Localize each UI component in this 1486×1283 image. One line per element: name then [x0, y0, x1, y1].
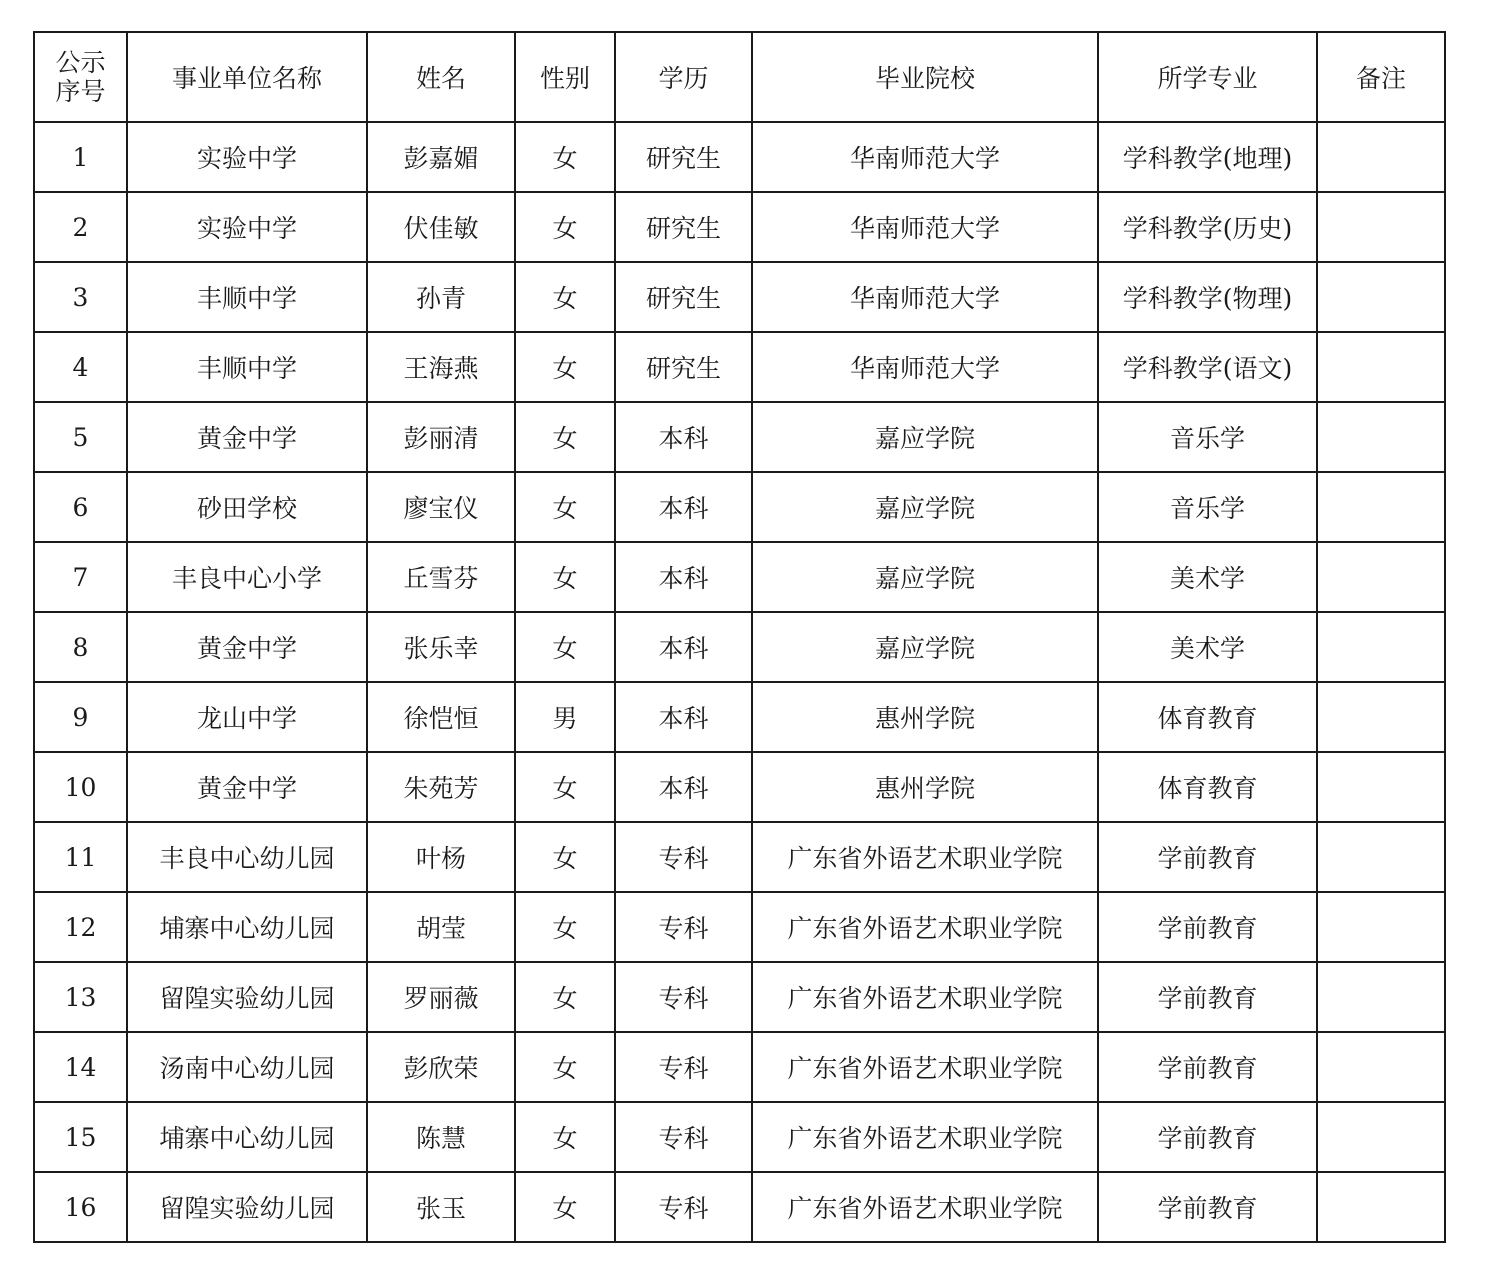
cell-name: 彭欣荣: [367, 1032, 515, 1102]
cell-school: 嘉应学院: [752, 402, 1098, 472]
cell-index: 3: [34, 262, 127, 332]
header-gender: 性别: [515, 32, 615, 122]
cell-gender: 女: [515, 892, 615, 962]
cell-name: 廖宝仪: [367, 472, 515, 542]
cell-remark: [1317, 612, 1445, 682]
cell-gender: 女: [515, 612, 615, 682]
cell-index: 9: [34, 682, 127, 752]
cell-education: 研究生: [615, 192, 752, 262]
cell-remark: [1317, 822, 1445, 892]
cell-name: 伏佳敏: [367, 192, 515, 262]
header-index-line2: 序号: [55, 77, 106, 106]
cell-education: 研究生: [615, 262, 752, 332]
table-row: [34, 1032, 1445, 1102]
table-row: [34, 822, 1445, 892]
cell-index: 8: [34, 612, 127, 682]
header-index-line1: 公示: [55, 48, 106, 77]
cell-major: 美术学: [1098, 542, 1317, 612]
cell-gender: 女: [515, 192, 615, 262]
header-education: 学历: [615, 32, 752, 122]
cell-index: 7: [34, 542, 127, 612]
cell-school: 惠州学院: [752, 752, 1098, 822]
cell-school: 广东省外语艺术职业学院: [752, 1102, 1098, 1172]
cell-name: 朱苑芳: [367, 752, 515, 822]
cell-unit: 黄金中学: [127, 752, 367, 822]
cell-index: 13: [34, 962, 127, 1032]
cell-unit: 实验中学: [127, 192, 367, 262]
cell-education: 本科: [615, 472, 752, 542]
cell-remark: [1317, 332, 1445, 402]
cell-index: 14: [34, 1032, 127, 1102]
cell-unit: 实验中学: [127, 122, 367, 192]
cell-school: 广东省外语艺术职业学院: [752, 962, 1098, 1032]
cell-gender: 女: [515, 822, 615, 892]
table-row: [34, 472, 1445, 542]
table-row: [34, 962, 1445, 1032]
cell-name: 彭嘉媚: [367, 122, 515, 192]
cell-school: 华南师范大学: [752, 192, 1098, 262]
cell-index: 6: [34, 472, 127, 542]
cell-gender: 男: [515, 682, 615, 752]
cell-index: 16: [34, 1172, 127, 1242]
cell-name: 张玉: [367, 1172, 515, 1242]
header-index: [34, 32, 127, 122]
table-row: [34, 612, 1445, 682]
cell-education: 本科: [615, 542, 752, 612]
header-major: 所学专业: [1098, 32, 1317, 122]
table-row: [34, 122, 1445, 192]
cell-gender: 女: [515, 1172, 615, 1242]
cell-remark: [1317, 1032, 1445, 1102]
cell-name: 罗丽薇: [367, 962, 515, 1032]
cell-index: 12: [34, 892, 127, 962]
cell-remark: [1317, 402, 1445, 472]
cell-remark: [1317, 262, 1445, 332]
cell-school: 广东省外语艺术职业学院: [752, 1032, 1098, 1102]
header-school: 毕业院校: [752, 32, 1098, 122]
cell-remark: [1317, 122, 1445, 192]
cell-gender: 女: [515, 332, 615, 402]
cell-index: 15: [34, 1102, 127, 1172]
cell-school: 广东省外语艺术职业学院: [752, 1172, 1098, 1242]
cell-school: 嘉应学院: [752, 612, 1098, 682]
cell-gender: 女: [515, 1102, 615, 1172]
table-body: [34, 122, 1445, 1242]
cell-major: 学前教育: [1098, 822, 1317, 892]
cell-unit: 汤南中心幼儿园: [127, 1032, 367, 1102]
cell-index: 1: [34, 122, 127, 192]
cell-index: 5: [34, 402, 127, 472]
cell-major: 音乐学: [1098, 472, 1317, 542]
cell-name: 孙青: [367, 262, 515, 332]
cell-major: 学科教学(历史): [1098, 192, 1317, 262]
cell-school: 嘉应学院: [752, 472, 1098, 542]
cell-major: 体育教育: [1098, 752, 1317, 822]
cell-unit: 留隍实验幼儿园: [127, 962, 367, 1032]
header-unit: 事业单位名称: [127, 32, 367, 122]
header-name: 姓名: [367, 32, 515, 122]
cell-school: 惠州学院: [752, 682, 1098, 752]
cell-education: 专科: [615, 1032, 752, 1102]
cell-gender: 女: [515, 962, 615, 1032]
cell-unit: 留隍实验幼儿园: [127, 1172, 367, 1242]
cell-education: 本科: [615, 402, 752, 472]
cell-name: 王海燕: [367, 332, 515, 402]
cell-education: 本科: [615, 612, 752, 682]
cell-school: 华南师范大学: [752, 332, 1098, 402]
cell-school: 华南师范大学: [752, 262, 1098, 332]
cell-major: 学科教学(语文): [1098, 332, 1317, 402]
cell-index: 11: [34, 822, 127, 892]
cell-name: 徐恺恒: [367, 682, 515, 752]
cell-major: 体育教育: [1098, 682, 1317, 752]
cell-name: 胡莹: [367, 892, 515, 962]
cell-gender: 女: [515, 402, 615, 472]
cell-remark: [1317, 1102, 1445, 1172]
cell-major: 学前教育: [1098, 1102, 1317, 1172]
cell-name: 丘雪芬: [367, 542, 515, 612]
cell-gender: 女: [515, 122, 615, 192]
cell-index: 4: [34, 332, 127, 402]
cell-school: 广东省外语艺术职业学院: [752, 822, 1098, 892]
cell-remark: [1317, 682, 1445, 752]
cell-education: 研究生: [615, 332, 752, 402]
table-row: [34, 402, 1445, 472]
table-row: [34, 542, 1445, 612]
cell-education: 专科: [615, 962, 752, 1032]
table-row: [34, 752, 1445, 822]
cell-unit: 黄金中学: [127, 612, 367, 682]
cell-unit: 丰良中心幼儿园: [127, 822, 367, 892]
cell-unit: 黄金中学: [127, 402, 367, 472]
cell-unit: 丰顺中学: [127, 262, 367, 332]
header-remark: 备注: [1317, 32, 1445, 122]
cell-remark: [1317, 542, 1445, 612]
cell-name: 彭丽清: [367, 402, 515, 472]
cell-remark: [1317, 1172, 1445, 1242]
cell-name: 陈慧: [367, 1102, 515, 1172]
cell-education: 研究生: [615, 122, 752, 192]
table-row: [34, 192, 1445, 262]
cell-school: 华南师范大学: [752, 122, 1098, 192]
cell-school: 嘉应学院: [752, 542, 1098, 612]
table-row: [34, 1172, 1445, 1242]
cell-education: 专科: [615, 822, 752, 892]
cell-major: 学前教育: [1098, 1172, 1317, 1242]
cell-major: 学前教育: [1098, 892, 1317, 962]
cell-unit: 埔寨中心幼儿园: [127, 1102, 367, 1172]
cell-unit: 砂田学校: [127, 472, 367, 542]
roster-table: [33, 31, 1446, 1243]
cell-gender: 女: [515, 752, 615, 822]
cell-index: 10: [34, 752, 127, 822]
cell-gender: 女: [515, 262, 615, 332]
cell-gender: 女: [515, 472, 615, 542]
cell-unit: 丰顺中学: [127, 332, 367, 402]
cell-major: 学科教学(地理): [1098, 122, 1317, 192]
cell-major: 学前教育: [1098, 1032, 1317, 1102]
table-row: [34, 262, 1445, 332]
cell-education: 专科: [615, 1172, 752, 1242]
cell-education: 本科: [615, 752, 752, 822]
table-row: [34, 1102, 1445, 1172]
cell-gender: 女: [515, 542, 615, 612]
cell-unit: 龙山中学: [127, 682, 367, 752]
cell-major: 学前教育: [1098, 962, 1317, 1032]
cell-remark: [1317, 892, 1445, 962]
cell-education: 专科: [615, 892, 752, 962]
cell-name: 张乐幸: [367, 612, 515, 682]
cell-unit: 丰良中心小学: [127, 542, 367, 612]
cell-gender: 女: [515, 1032, 615, 1102]
table-row: [34, 332, 1445, 402]
cell-remark: [1317, 962, 1445, 1032]
cell-major: 音乐学: [1098, 402, 1317, 472]
cell-name: 叶杨: [367, 822, 515, 892]
cell-remark: [1317, 192, 1445, 262]
cell-school: 广东省外语艺术职业学院: [752, 892, 1098, 962]
cell-index: 2: [34, 192, 127, 262]
cell-unit: 埔寨中心幼儿园: [127, 892, 367, 962]
cell-education: 本科: [615, 682, 752, 752]
table-row: [34, 682, 1445, 752]
cell-major: 美术学: [1098, 612, 1317, 682]
table-row: [34, 892, 1445, 962]
cell-education: 专科: [615, 1102, 752, 1172]
cell-remark: [1317, 472, 1445, 542]
cell-major: 学科教学(物理): [1098, 262, 1317, 332]
cell-remark: [1317, 752, 1445, 822]
header-row: [34, 32, 1445, 122]
